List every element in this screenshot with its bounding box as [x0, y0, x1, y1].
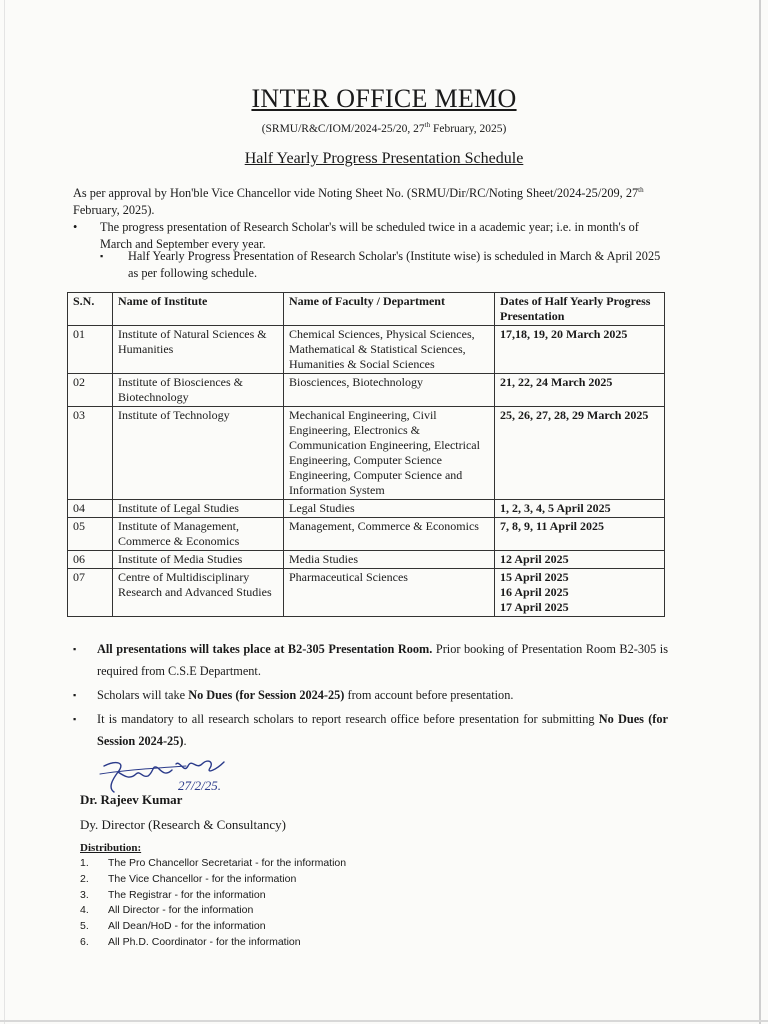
- row-institute: Institute of Media Studies: [113, 551, 284, 569]
- row-faculty: Chemical Sciences, Physical Sciences, Mathematical & Statistical Sciences, Humanities & Social Sciences: [284, 326, 495, 374]
- row-dates: [495, 518, 665, 551]
- distribution-text: The Registrar - for the information: [108, 888, 266, 901]
- row-dates: [495, 569, 665, 617]
- row-dates: [495, 407, 665, 500]
- note-report-office: [73, 708, 668, 752]
- row-faculty: Pharmaceutical Sciences: [284, 569, 495, 617]
- notes-list: [73, 638, 668, 754]
- presentation-date: 1, 2, 3, 4, 5 April 2025: [500, 501, 611, 515]
- presentation-date: 17,18, 19, 20 March 2025: [500, 327, 628, 341]
- row-faculty: Legal Studies: [284, 500, 495, 518]
- header-sn: S.N.: [68, 293, 113, 326]
- row-sn: 06: [68, 551, 113, 569]
- row-faculty: Mechanical Engineering, Civil Engineering, Electronics & Communication Engineering, Electrical Engineering, Computer Science Engineering, Computer Science and Information System: [284, 407, 495, 500]
- note2-bold: No Dues (for Session 2024-25): [188, 688, 345, 702]
- distribution-item: [80, 919, 346, 935]
- table-row: [68, 374, 665, 407]
- header-institute: Name of Institute: [113, 293, 284, 326]
- signatory-designation: Dy. Director (Research & Consultancy): [80, 817, 287, 832]
- intro-paragraph: [73, 182, 663, 219]
- row-sn: 07: [68, 569, 113, 617]
- table-row: [68, 326, 665, 374]
- distribution-number: 4.: [80, 904, 89, 917]
- note-presentation-room: [73, 638, 668, 682]
- presentation-date: 16 April 2025: [500, 585, 569, 599]
- row-institute: Institute of Biosciences & Biotechnology: [113, 374, 284, 407]
- note3-bold: No Dues (for Session 2024-25): [97, 712, 668, 748]
- note3-pre: It is mandatory to all research scholars to report research office before presentation for submitting: [97, 712, 599, 726]
- intro-text-a: As per approval by Hon'ble Vice Chancellor vide Noting Sheet No. (SRMU/Dir/RC/Noting Sheet/2024-25/209, 27: [73, 186, 639, 201]
- presentation-date: 12 April 2025: [500, 552, 569, 566]
- distribution-text: All Ph.D. Coordinator - for the information: [108, 935, 301, 948]
- table-row: [68, 500, 665, 518]
- distribution-item: [80, 935, 346, 951]
- distribution-item: [80, 888, 346, 904]
- distribution-text: The Pro Chancellor Secretariat - for the information: [108, 857, 347, 869]
- distribution-number: 6.: [80, 935, 89, 948]
- row-sn: 03: [68, 407, 113, 500]
- row-dates: [495, 374, 665, 407]
- memo-title: INTER OFFICE MEMO: [251, 84, 517, 113]
- note-bullet-icon: ▪: [73, 644, 77, 654]
- schedule-table: [67, 292, 665, 617]
- distribution-text: The Vice Chancellor - for the information: [108, 872, 297, 885]
- bullet-text: The progress presentation of Research Scholar's will be scheduled twice in a academic year; i.e. in month's of March and September every year.: [100, 220, 639, 251]
- table-row: [68, 569, 665, 617]
- distribution-number: 3.: [80, 888, 89, 901]
- reference-prefix: (SRMU/R&C/IOM/2024-25/20, 27: [261, 122, 425, 135]
- row-dates: [495, 500, 665, 518]
- note2-pre: Scholars will take: [97, 688, 189, 702]
- signature-date: 27/2/25.: [178, 778, 221, 793]
- distribution-item: [80, 856, 346, 872]
- presentation-date: 7, 8, 9, 11 April 2025: [500, 519, 605, 533]
- row-sn: 01: [68, 326, 113, 374]
- scan-edge-bottom: [0, 1020, 768, 1022]
- note-bullet-icon: ▪: [73, 714, 77, 724]
- bullet-text: Half Yearly Progress Presentation of Research Scholar's (Institute wise) is scheduled in March & April 2025 as per following schedule.: [128, 249, 661, 280]
- intro-text-b: February, 2025).: [73, 203, 155, 218]
- reference-suffix: February, 2025): [430, 122, 507, 135]
- memo-reference: [0, 121, 768, 135]
- row-institute: Centre of Multidisciplinary Research and Advanced Studies: [113, 569, 284, 617]
- bullet-institute-schedule: [100, 248, 665, 282]
- table-header-row: [68, 293, 665, 326]
- presentation-date: 15 April 2025: [500, 570, 569, 584]
- table-row: [68, 551, 665, 569]
- bullet-dot-icon: •: [73, 220, 78, 234]
- table-row: [68, 407, 665, 500]
- distribution-number: 2.: [80, 872, 89, 885]
- memo-subtitle: Half Yearly Progress Presentation Schedule: [244, 150, 524, 167]
- row-institute: Institute of Natural Sciences & Humanities: [113, 326, 284, 374]
- row-faculty: Media Studies: [284, 551, 495, 569]
- distribution-number: 1.: [80, 857, 89, 869]
- distribution-item: [80, 903, 346, 919]
- row-institute: Institute of Legal Studies: [113, 500, 284, 518]
- row-institute: Institute of Technology: [113, 407, 284, 500]
- intro-sup: th: [638, 186, 644, 194]
- distribution-item: [80, 872, 346, 888]
- row-dates: [495, 551, 665, 569]
- bullet-square-icon: ▪: [100, 251, 104, 261]
- row-institute: Institute of Management, Commerce & Economics: [113, 518, 284, 551]
- header-faculty: Name of Faculty / Department: [284, 293, 495, 326]
- row-sn: 04: [68, 500, 113, 518]
- row-sn: 02: [68, 374, 113, 407]
- distribution-text: All Dean/HoD - for the information: [108, 920, 266, 933]
- table-row: [68, 518, 665, 551]
- distribution-heading: Distribution:: [80, 842, 142, 854]
- presentation-date: 25, 26, 27, 28, 29 March 2025: [500, 408, 649, 422]
- distribution-number: 5.: [80, 920, 89, 933]
- note-no-dues: [73, 684, 668, 706]
- row-faculty: Management, Commerce & Economics: [284, 518, 495, 551]
- header-dates: Dates of Half Yearly Progress Presentation: [495, 293, 665, 326]
- presentation-date: 17 April 2025: [500, 600, 569, 614]
- presentation-date: 21, 22, 24 March 2025: [500, 375, 613, 389]
- signatory-name: Dr. Rajeev Kumar: [80, 792, 183, 807]
- table-body: [68, 326, 665, 617]
- note3-post: .: [183, 734, 187, 748]
- note2-post: from account before presentation.: [344, 688, 514, 702]
- distribution-list: [80, 856, 346, 951]
- note-bullet-icon: ▪: [73, 690, 77, 700]
- note1-bold: All presentations will takes place at B2-305 Presentation Room.: [97, 642, 433, 656]
- row-sn: 05: [68, 518, 113, 551]
- distribution-text: All Director - for the information: [108, 904, 254, 917]
- reference-sup: th: [424, 121, 431, 129]
- row-faculty: Biosciences, Biotechnology: [284, 374, 495, 407]
- row-dates: [495, 326, 665, 374]
- note1-rest: Prior booking of Presentation Room B2-305 is required from C.S.E Department.: [97, 642, 669, 678]
